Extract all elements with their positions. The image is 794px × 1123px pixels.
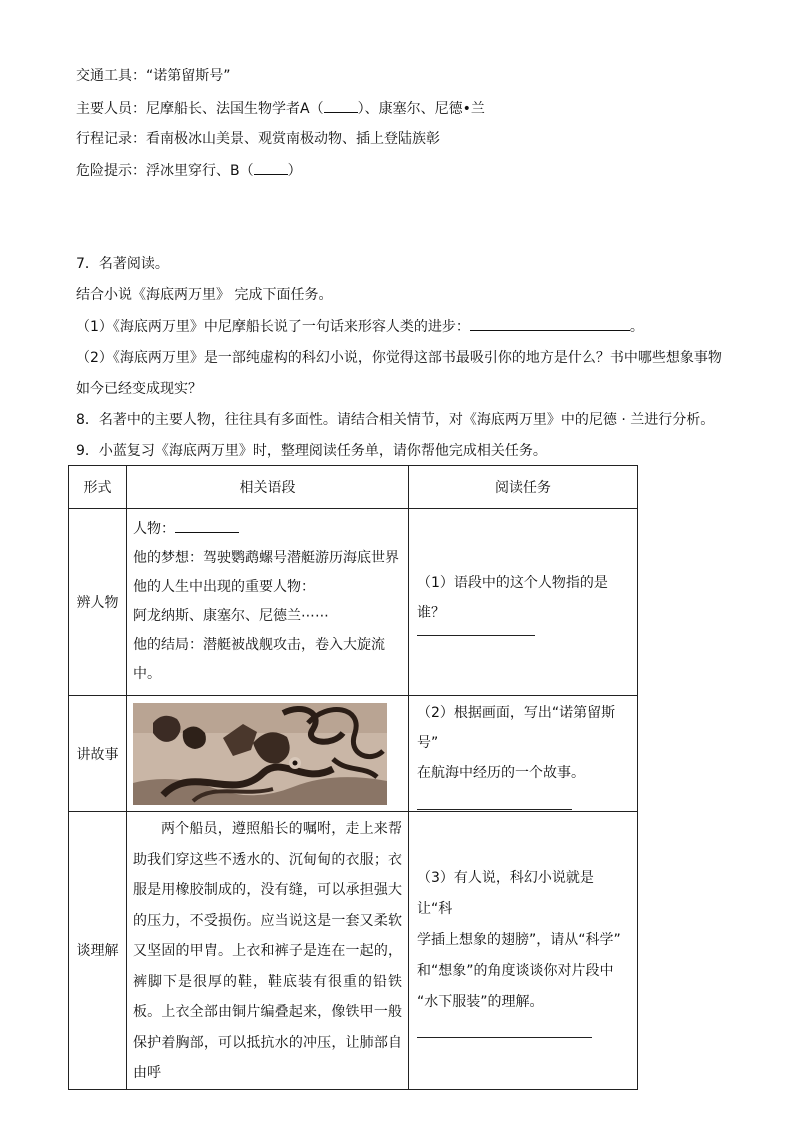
- row1-line-person: 人物：: [133, 515, 402, 544]
- q7-sub2-line2: 如今已经变成现实？: [76, 381, 202, 397]
- info-people: 主要人员：尼摩船长、法国生物学者A（ ）、康塞尔、尼德•兰: [76, 98, 485, 119]
- q8-text: 8．名著中的主要人物，往往具有多面性。请结合相关情节，对《海底两万里》中的尼德 · 兰进行分析。: [76, 412, 715, 428]
- q7-sub1-blank[interactable]: [470, 316, 630, 331]
- row3-passage-text: 两个船员，遵照船长的嘱咐，走上来帮助我们穿这些不透水的、沉甸甸的衣服；衣服是用橡胶制成的，没有缝，可以承担强大的压力，不受损伤。应当说这是一套又柔软又坚固的甲胄。上衣和裤子是连在一起的，裤脚下是很厚的鞋，鞋底装有很重的铅铁板。上衣全部由铜片编叠起来，像铁甲一般保护着胸部，可以抵抗水的冲压，让肺部自由呼: [133, 821, 402, 1081]
- row1-task: [409, 509, 638, 696]
- blank-b[interactable]: [254, 160, 288, 175]
- row2-answer-line[interactable]: [417, 808, 572, 810]
- row3-answer-line[interactable]: [417, 1036, 592, 1038]
- row2-task-line2: 在航海中经历的一个故事。: [417, 764, 585, 781]
- header-passage: 相关语段: [127, 466, 409, 509]
- row3-task: [409, 812, 638, 1090]
- row1-passage: [127, 509, 409, 696]
- info-itinerary: 行程记录：看南极冰山美景、观赏南极动物、插上登陆族彰: [76, 131, 440, 147]
- info-transport: 交通工具：“诺第留斯号”: [76, 68, 231, 84]
- table-row: [69, 509, 638, 696]
- header-task: 阅读任务: [409, 466, 638, 509]
- row1-form: 辨人物: [69, 509, 127, 696]
- row1-line-people: 他的人生中出现的重要人物：: [133, 579, 315, 595]
- row3-passage: [127, 812, 409, 1090]
- q7-intro: 结合小说《海底两万里》 完成下面任务。: [76, 287, 333, 303]
- reading-task-table: [68, 465, 638, 1090]
- table-header-row: [69, 466, 638, 509]
- octopus-attack-illustration: [133, 703, 387, 805]
- row1-line-names: 阿龙纳斯、康塞尔、尼德兰⋯⋯: [133, 608, 329, 624]
- row2-task-line1: （2）根据画面，写出“诺第留斯号”: [417, 704, 616, 751]
- row2-picture-cell: [127, 696, 409, 812]
- q7-sub1: （1）《海底两万里》中尼摩船长说了一句话来形容人类的进步： 。: [76, 316, 644, 337]
- row3-form: 谈理解: [69, 812, 127, 1090]
- info-danger: 危险提示：浮冰里穿行、B（ ）: [76, 160, 302, 181]
- row3-task-line1: （3）有人说，科幻小说就是让“科: [417, 869, 594, 917]
- row1-line-ending: 他的结局：潜艇被战舰攻击，卷入大旋流中。: [133, 637, 385, 682]
- octopus-illustration-svg: [133, 703, 387, 805]
- row2-task: [409, 696, 638, 812]
- row1-answer-line[interactable]: [417, 634, 535, 636]
- table-row: [69, 812, 638, 1090]
- table-row: [69, 696, 638, 812]
- row2-form: 讲故事: [69, 696, 127, 812]
- row3-task-line3: 和“想象”的角度谈谈你对片段中: [417, 962, 614, 979]
- person-blank[interactable]: [175, 518, 239, 533]
- blank-a[interactable]: [324, 98, 358, 113]
- q7-title: 7．名著阅读。: [76, 256, 169, 272]
- row3-task-line2: 学插上想象的翅膀”，请从“科学”: [417, 931, 621, 948]
- header-form: 形式: [69, 466, 127, 509]
- q7-sub2-line1: （2）《海底两万里》是一部纯虚构的科幻小说，你觉得这部书最吸引你的地方是什么？书中哪些想象事物: [76, 350, 722, 366]
- row1-line-dream: 他的梦想：驾驶鹦鹉螺号潜艇游历海底世界: [133, 550, 399, 566]
- row3-task-line4: “水下服装”的理解。: [417, 993, 544, 1010]
- row1-task-question: （1）语段中的这个人物指的是谁？: [417, 575, 608, 621]
- q9-text: 9．小蓝复习《海底两万里》时，整理阅读任务单，请你帮他完成相关任务。: [76, 443, 547, 459]
